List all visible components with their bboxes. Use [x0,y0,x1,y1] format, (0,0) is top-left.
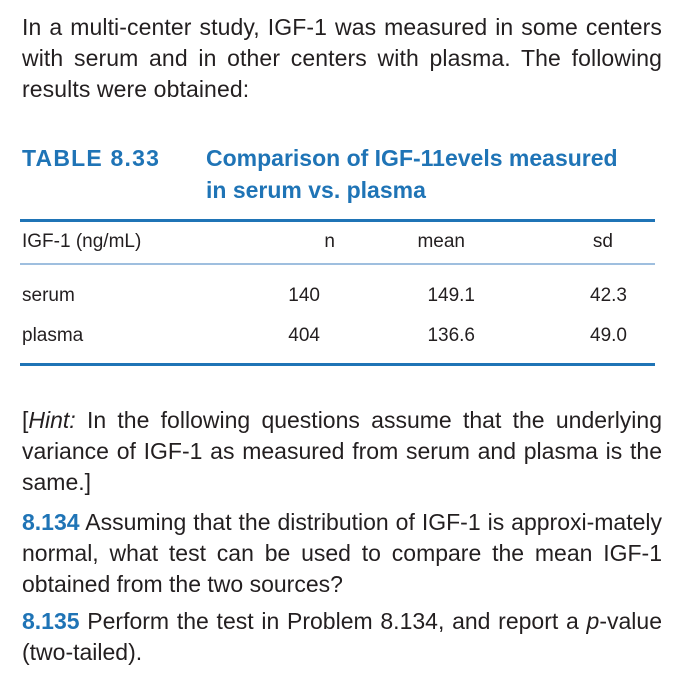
hint-paragraph [22,405,662,498]
problem-text: Assuming that the distribution of IGF-1 is approxi-mately normal, what test can be used to compare the mean IGF-1 obtained from the two sources? [22,509,662,597]
cell-mean: 149.1 [427,285,475,306]
table-title-line-1: Comparison of IGF-11evels measured [206,145,618,171]
hint-open-bracket: [ [22,407,29,433]
cell-source: serum [22,285,75,306]
problem-8-134 [22,507,662,600]
intro-paragraph: In a multi-center study, IGF-1 was measured in some centers with serum and in other centers with plasma. The following results were obtained: [22,14,662,102]
problem-number: 8.135 [22,608,80,634]
problem-text: Perform the test in Problem 8.134, and report a [79,608,587,634]
p-value-symbol: p [586,608,600,634]
problem-number: 8.134 [22,509,80,535]
cell-source: plasma [22,325,84,346]
table-bottom-rule [20,363,655,366]
cell-n: 404 [288,325,320,346]
hint-text: In the following questions assume that the underlying variance of IGF-1 as measured from serum and plasma is the same.] [22,407,662,495]
table-header-rule [20,263,655,265]
table-header-row [20,231,655,261]
header-sd: sd [592,231,613,252]
table-title [206,142,666,206]
cell-sd: 42.3 [590,285,627,306]
cell-mean: 136.6 [427,325,475,346]
table-row [20,285,655,315]
problem-text-end: -value (two-tailed). [22,608,662,665]
table-top-rule [20,219,655,222]
table-number: TABLE 8.33 [22,145,161,171]
header-variable: IGF-1 (ng/mL) [22,231,142,252]
cell-sd: 49.0 [590,325,627,346]
table-title-line-2: in serum vs. plasma [206,177,426,203]
problem-8-135 [22,606,662,668]
header-mean: mean [417,231,465,252]
table-row [20,325,655,355]
cell-n: 140 [288,285,320,306]
header-n: n [324,231,335,252]
hint-label: Hint: [28,407,76,433]
